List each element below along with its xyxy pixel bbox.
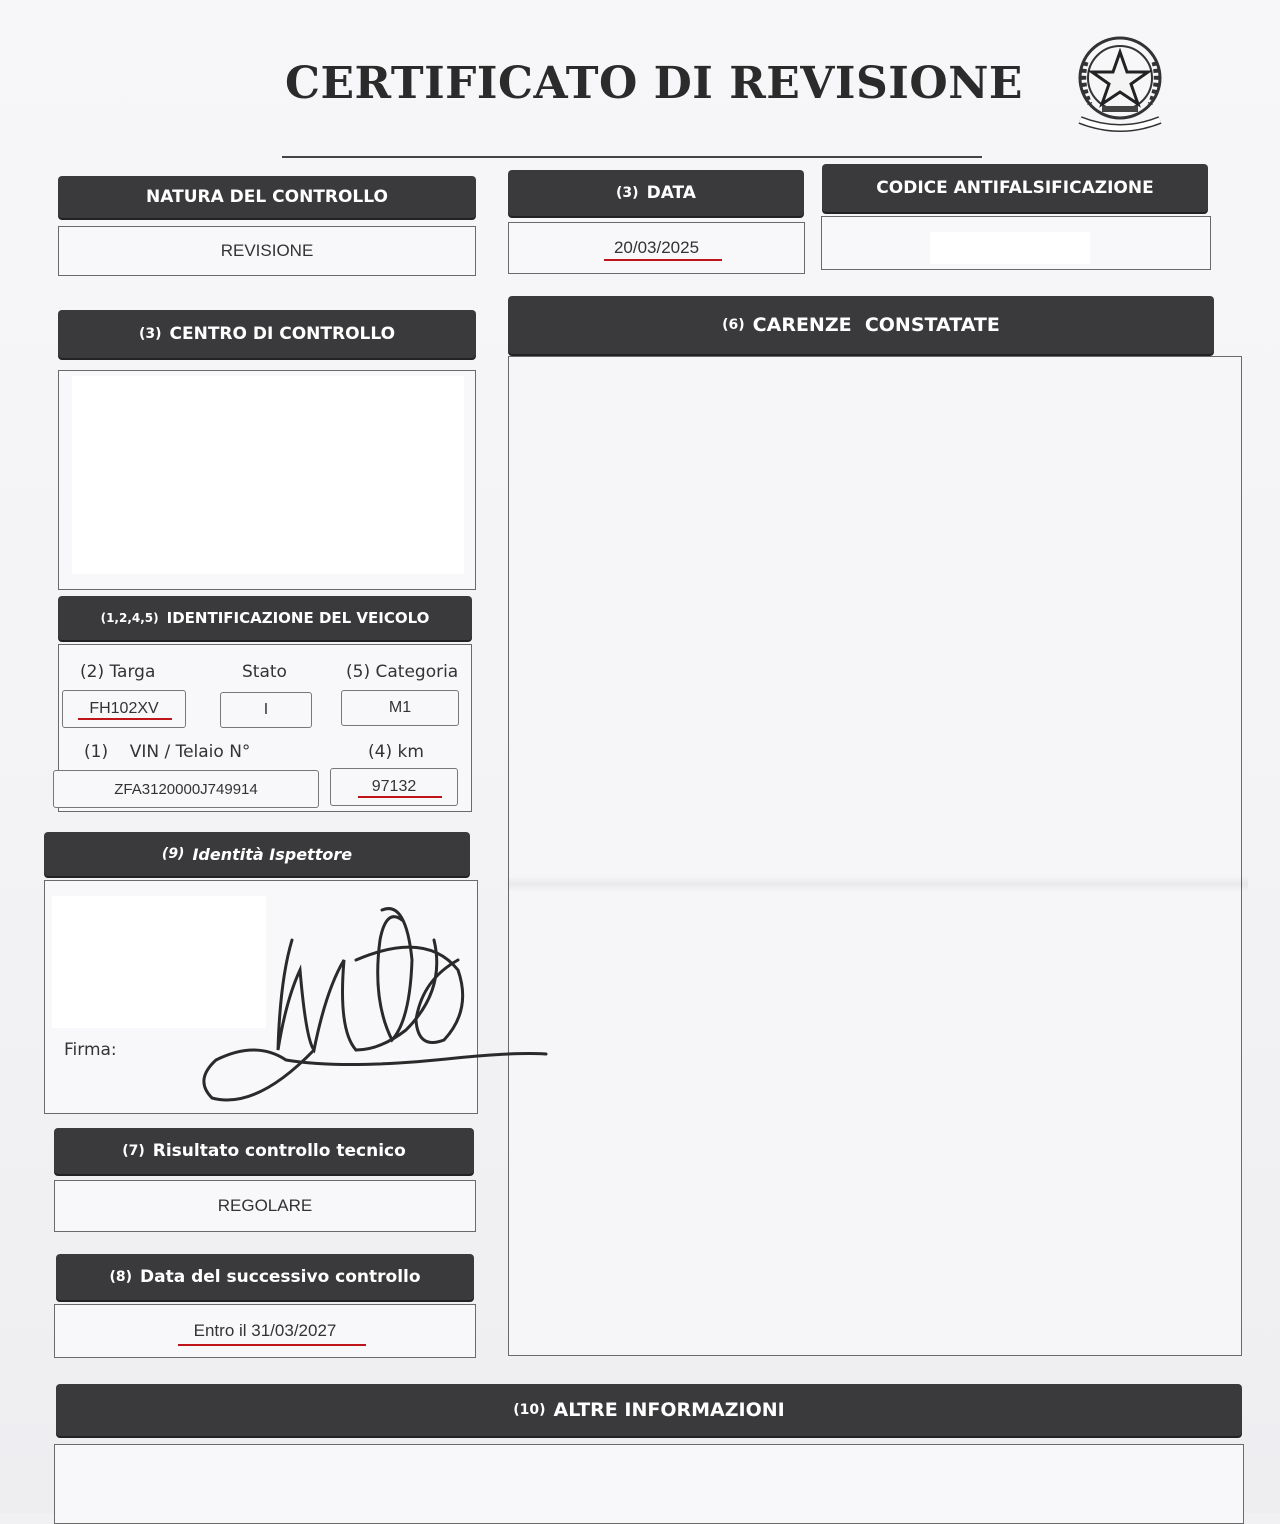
inspector-signature	[196, 900, 556, 1120]
risultato-header-num: (7)	[122, 1143, 145, 1159]
document-title: CERTIFICATO DI REVISIONE	[285, 58, 1023, 109]
data-header-label: DATA	[646, 183, 696, 203]
carenze-header	[508, 296, 1214, 354]
ispettore-header-num: (9)	[161, 846, 185, 862]
km-underline	[358, 796, 442, 798]
risultato-value: REGOLARE	[54, 1180, 476, 1232]
vin-value: ZFA3120000J749914	[53, 770, 319, 808]
carenze-box	[508, 356, 1242, 1356]
natura-header-label: NATURA DEL CONTROLLO	[146, 187, 388, 207]
centro-redaction	[72, 376, 464, 574]
categoria-value: M1	[341, 690, 459, 726]
centro-header	[58, 310, 476, 358]
codice-header	[822, 164, 1208, 212]
altre-header	[56, 1384, 1242, 1436]
centro-header-num: (3)	[138, 326, 162, 342]
successivo-value: Entro il 31/03/2027	[54, 1304, 476, 1358]
risultato-header-label: Risultato controllo tecnico	[152, 1141, 406, 1161]
successivo-underline	[178, 1344, 366, 1346]
data-underline	[604, 259, 722, 261]
data-header-num: (3)	[616, 185, 639, 201]
vin-label: (1) VIN / Telaio N°	[84, 742, 251, 762]
ispettore-header-label: Identità Ispettore	[192, 844, 353, 864]
title-rule	[282, 156, 982, 158]
targa-label: (2) Targa	[80, 662, 156, 682]
categoria-label: (5) Categoria	[346, 662, 459, 682]
italian-republic-emblem-icon	[1072, 32, 1168, 136]
natura-header	[58, 176, 476, 218]
paper-fold	[508, 876, 1248, 892]
targa-underline	[78, 718, 172, 720]
veicolo-header-num: (1,2,4,5)	[100, 611, 159, 625]
risultato-header	[54, 1128, 474, 1174]
veicolo-header	[58, 596, 472, 640]
ispettore-header	[44, 832, 470, 876]
altre-header-num: (10)	[513, 1402, 546, 1418]
altre-header-label: ALTRE INFORMAZIONI	[553, 1399, 785, 1421]
codice-header-label: CODICE ANTIFALSIFICAZIONE	[876, 178, 1154, 198]
carenze-header-label: CARENZE CONSTATATE	[752, 314, 1000, 336]
stato-label: Stato	[242, 662, 287, 682]
successivo-header	[56, 1254, 474, 1300]
codice-redaction	[930, 232, 1090, 264]
successivo-header-label: Data del successivo controllo	[139, 1267, 421, 1287]
centro-header-label: CENTRO DI CONTROLLO	[169, 324, 396, 344]
data-header	[508, 170, 804, 216]
successivo-header-num: (8)	[109, 1269, 132, 1285]
carenze-header-num: (6)	[722, 317, 745, 333]
firma-label: Firma:	[64, 1040, 117, 1060]
stato-value: I	[220, 692, 312, 728]
altre-box	[54, 1444, 1244, 1524]
km-value: 97132	[330, 768, 458, 806]
data-value: 20/03/2025	[508, 222, 805, 274]
natura-value: REVISIONE	[58, 226, 476, 276]
veicolo-header-label: IDENTIFICAZIONE DEL VEICOLO	[166, 609, 430, 627]
targa-value: FH102XV	[62, 690, 186, 728]
km-label: (4) km	[368, 742, 424, 762]
